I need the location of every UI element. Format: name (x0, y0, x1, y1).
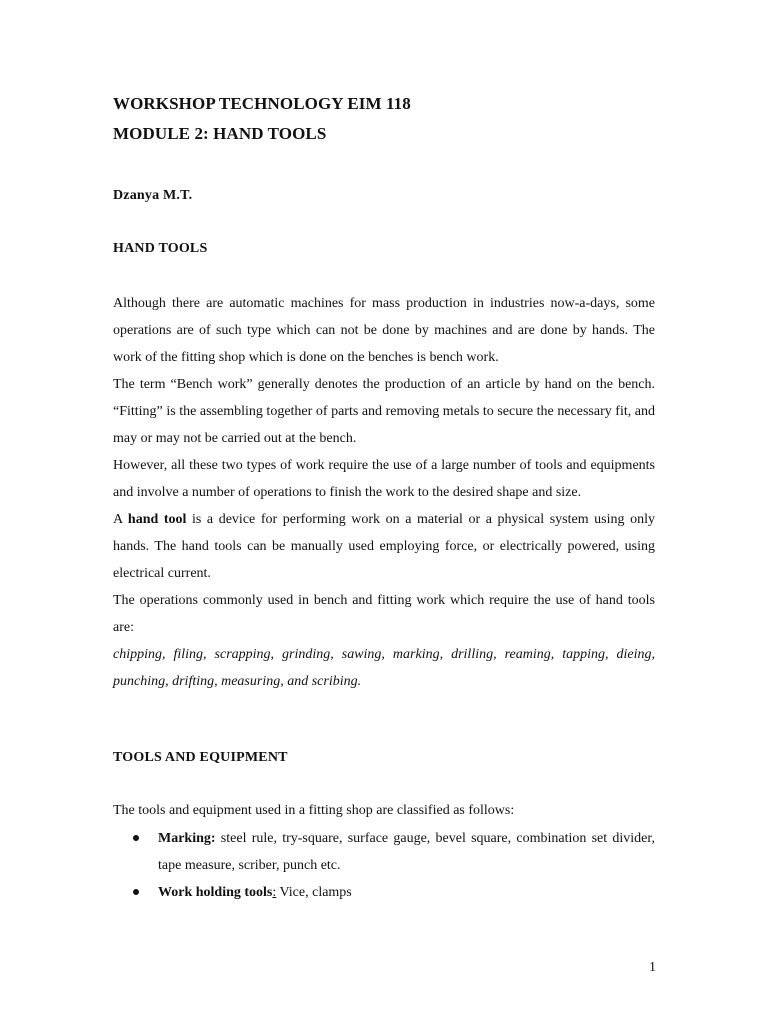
paragraph-tools-required: However, all these two types of work require the use of a large number of tools and equipments and involve a number of operations to finish the work to the desired shape and size. (113, 458, 655, 500)
hand-tool-prefix: A (113, 512, 128, 527)
bullet-text: steel rule, try-square, surface gauge, bevel square, combination set divider, tape measure, scriber, punch etc. (158, 831, 655, 873)
hand-tool-definition: is a device for performing work on a material or a physical system using only hands. The hand tools can be manually used employing force, or electrically powered, using electrical current. (113, 512, 655, 581)
bullet-text: Vice, clamps (276, 885, 352, 900)
paragraph-operations-intro: The operations commonly used in bench and fitting work which require the use of hand tools are: (113, 593, 655, 635)
bullet-label: Marking: (158, 831, 216, 846)
body-text (113, 290, 655, 695)
bullet-icon (133, 835, 139, 841)
author-name: Dzanya M.T. (113, 188, 193, 203)
operations-list: chipping, filing, scrapping, grinding, sawing, marking, drilling, reaming, tapping, dieing, punching, drifting, measuring, and scribing. (113, 647, 655, 689)
bullet-colon: : (272, 885, 277, 900)
tools-bullet-list (113, 825, 655, 906)
paragraph-bench-work: The term “Bench work” generally denotes the production of an article by hand on the bench. “Fitting” is the assembling together of parts and removing metals to secure the necessary fit, and may or may not be carried out at the bench. (113, 377, 655, 446)
page-number: 1 (649, 960, 656, 975)
bullet-label: Work holding tools (158, 885, 273, 900)
bullet-icon (133, 889, 139, 895)
module-title: MODULE 2: HAND TOOLS (113, 124, 327, 143)
section-heading-hand-tools: HAND TOOLS (113, 241, 208, 256)
section-heading-tools-equipment: TOOLS AND EQUIPMENT (113, 750, 288, 765)
paragraph-intro: Although there are automatic machines for mass production in industries now-a-days, some operations are of such type which can not be done by machines and are done by hands. The work of the fitting shop which is done on the benches is bench work. (113, 296, 655, 365)
classification-intro: The tools and equipment used in a fitting shop are classified as follows: (113, 803, 515, 818)
course-title: WORKSHOP TECHNOLOGY EIM 118 (113, 94, 411, 113)
hand-tool-term: hand tool (127, 512, 187, 527)
paragraph-hand-tool-definition (113, 506, 655, 587)
bullet-item-work-holding (113, 879, 655, 906)
bullet-item-marking (113, 825, 655, 879)
